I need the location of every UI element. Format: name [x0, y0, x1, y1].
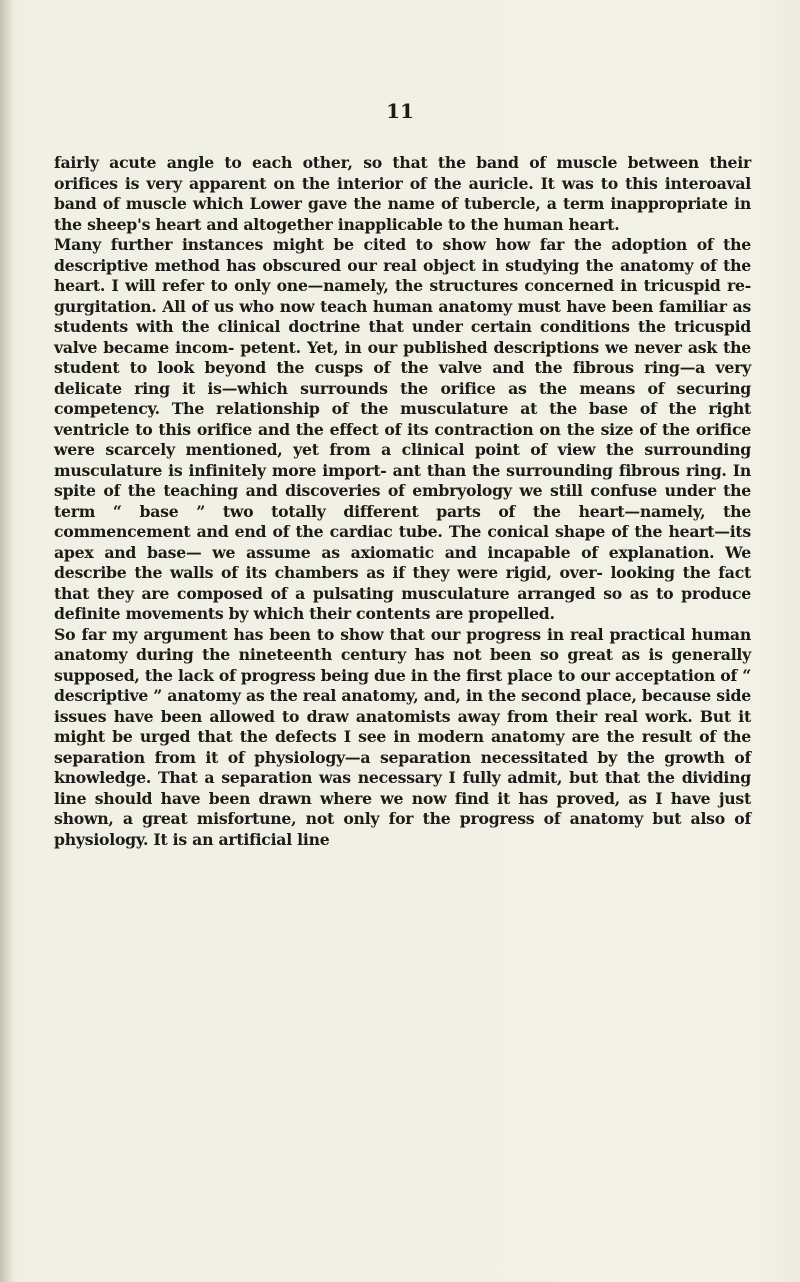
page-spine-shadow — [0, 0, 14, 1282]
page-number: 11 — [386, 99, 414, 123]
body-text — [54, 153, 751, 850]
paragraph-3: So far my argument has been to show that our progress in real practical human anatomy during the nineteenth century has not been so great as is generally supposed, the lack of progress being due in the first place to our acceptation of “ descriptive ” anatomy as the real anatomy, and, in the second place, because side issues have been allowed to draw anatomists away from their real work. But it might be urged that the defects I see in modern anatomy are the result of the separation from it of physiology—a separation necessitated by the growth of knowledge. That a separation was necessary I fully admit, but that the dividing line should have been drawn where we now find it has proved, as I have just shown, a great misfortune, not only for the progress of anatomy but also of physiology. It is an artificial line — [54, 624, 751, 849]
paragraph-1: fairly acute angle to each other, so that the band of muscle between their orifices is very apparent on the interior of the auricle. It was to this interoaval band of muscle which Lower gave the name of tubercle, a term inappropriate in the sheep's heart and altogether inapplicable to the human heart. — [54, 153, 751, 234]
paragraph-2: Many further instances might be cited to show how far the adoption of the descriptive method has obscured our real object in studying the anatomy of the heart. I will refer to only one—namely, the structures concerned in tricuspid re- gurgitation. All of us who now teach human anatomy must have been familiar as students with the clinical doctrine that under certain conditions the tricuspid valve became incom- petent. Yet, in our published descriptions we never ask the student to look beyond the cusps of the valve and the fibrous ring—a very delicate ring it is—which surrounds the orifice as the means of securing competency. The relationship of the musculature at the base of the right ventricle to this orifice and the effect of its contraction on the size of the orifice were scarcely mentioned, yet from a clinical point of view the surrounding musculature is infinitely more import- ant than the surrounding fibrous ring. In spite of the teaching and discoveries of embryology we still confuse under the term “ base ” two totally different parts of the heart—namely, the commencement and end of the cardiac tube. The conical shape of the heart—its apex and base— we assume as axiomatic and incapable of explanation. We describe the walls of its chambers as if they were rigid, over- looking the fact that they are composed of a pulsating musculature arranged so as to produce definite movements by which their contents are propelled. — [54, 235, 751, 623]
